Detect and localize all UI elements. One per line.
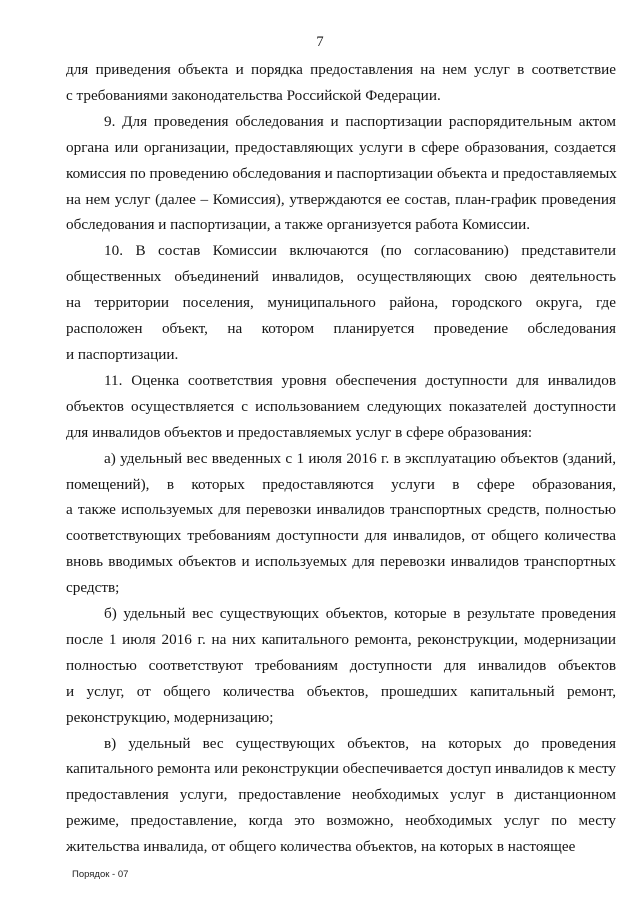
paragraph xyxy=(66,731,616,861)
text-line: 10. В состав Комиссии включаются (по согласованию) представители xyxy=(104,242,616,260)
text-line: расположен объект, на котором планируется проведение обследования xyxy=(66,320,616,338)
paragraph xyxy=(66,57,616,109)
text-line: жительства инвалида, от общего количества объектов, на которых в настоящее xyxy=(66,838,576,856)
text-line: 11. Оценка соответствия уровня обеспечения доступности для инвалидов xyxy=(104,371,616,389)
text-line: обследования и паспортизации, а также организуется работа Комиссии. xyxy=(66,216,531,234)
text-line: а) удельный вес введенных с 1 июля 2016 г. в эксплуатацию объектов (зданий, xyxy=(104,449,616,467)
text-line: 9. Для проведения обследования и паспортизации распорядительным актом xyxy=(104,112,616,130)
text-line: для приведения объекта и порядка предоставления на нем услуг в соответствие xyxy=(66,61,616,78)
text-line: реконструкцию, модернизацию; xyxy=(66,708,274,726)
text-line: и паспортизации. xyxy=(66,345,179,363)
text-line: органа или организации, предоставляющих услуги в сфере образования, создается xyxy=(66,138,616,156)
page-number: 7 xyxy=(316,34,324,50)
document-body xyxy=(66,57,616,860)
text-line: предоставления услуги, предоставление необходимых услуг в дистанционном xyxy=(66,786,616,804)
paragraph xyxy=(66,109,616,239)
text-line: помещений), в которых предоставляются услуги в сфере образования, xyxy=(66,475,616,493)
paragraph xyxy=(66,446,616,601)
paragraph xyxy=(66,601,616,731)
text-line: с требованиями законодательства Российской Федерации. xyxy=(66,86,441,104)
paragraph xyxy=(66,238,616,368)
text-line: б) удельный вес существующих объектов, которые в результате проведения xyxy=(104,605,616,623)
text-line: для инвалидов объектов и предоставляемых услуг в сфере образования: xyxy=(66,423,533,441)
text-line: соответствующих требованиям доступности для инвалидов, от общего количества xyxy=(66,527,616,545)
text-line: комиссия по проведению обследования и паспортизации объекта и предоставляемых xyxy=(66,164,617,182)
text-line: полностью соответствуют требованиям доступности для инвалидов объектов xyxy=(66,656,616,674)
text-line: объектов осуществляется с использованием следующих показателей доступности xyxy=(66,397,616,415)
text-line: средств; xyxy=(66,579,120,597)
text-line: на территории поселения, муниципального района, городского округа, где xyxy=(66,294,616,312)
paragraph xyxy=(66,368,616,446)
text-line: на нем услуг (далее – Комиссия), утверждаются ее состав, план-график проведения xyxy=(66,190,616,208)
text-line: общественных объединений инвалидов, осуществляющих свою деятельность xyxy=(66,268,616,286)
text-line: в) удельный вес существующих объектов, на которых до проведения xyxy=(104,734,616,752)
text-line: а также используемых для перевозки инвалидов транспортных средств, полностью xyxy=(66,501,616,519)
text-line: и услуг, от общего количества объектов, прошедших капитальный ремонт, xyxy=(66,682,616,700)
footer-label: Порядок - 07 xyxy=(72,869,129,880)
text-line: вновь вводимых объектов и используемых для перевозки инвалидов транспортных xyxy=(66,553,616,571)
text-line: после 1 июля 2016 г. на них капитального ремонта, реконструкции, модернизации xyxy=(66,630,616,648)
text-line: капитального ремонта или реконструкции обеспечивается доступ инвалидов к месту xyxy=(66,760,616,778)
text-line: режиме, предоставление, когда это возможно, необходимых услуг по месту xyxy=(66,812,616,830)
